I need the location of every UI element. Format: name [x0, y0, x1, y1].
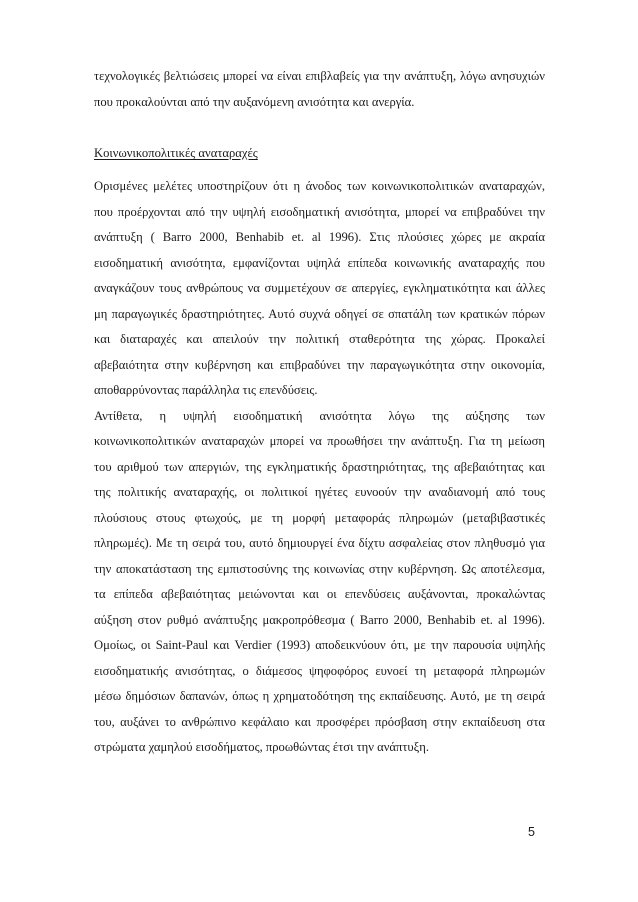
- text-line: τα επίπεδα αβεβαιότητας μειώνονται και οι επενδύσεις αυξάνονται, προκαλώντας: [94, 587, 545, 601]
- text-line: Ομοίως, οι Saint-Paul και Verdier (1993) αποδεικνύουν ότι, με την παρουσία υψηλής: [94, 638, 545, 652]
- text-line: του αριθμού των απεργιών, της εγκληματικής δραστηριότητας, της αβεβαιότητας και: [94, 459, 545, 474]
- text-line: εισοδηματική ανισότητα, εμφανίζονται υψηλά επίπεδα κοινωνικής αναταραχής που: [94, 255, 545, 270]
- text-line: του, αυξάνει το ανθρώπινο κεφάλαιο και προσφέρει πρόσβαση στην εκπαίδευση στα: [94, 714, 545, 729]
- main-paragraph: [94, 174, 545, 761]
- text-line: πληρωμές). Με τη σειρά του, αυτό δημιουργεί ένα δίχτυ ασφαλείας στον πληθυσμό για: [94, 536, 545, 550]
- text-line: αύξηση στον ρυθμό ανάπτυξης μακροπρόθεσμα ( Barro 2000, Benhabib et. al 1996).: [94, 612, 545, 627]
- text-line: τεχνολογικές βελτιώσεις μπορεί να είναι επιβλαβείς για την ανάπτυξη, λόγω ανησυχιών: [94, 69, 545, 83]
- intro-paragraph: [94, 64, 545, 115]
- text-line: της πολιτικής αναταραχής, οι πολιτικοί ηγέτες ευνοούν την αναδιανομή από τους: [94, 485, 545, 499]
- text-line: ανάπτυξη ( Barro 2000, Benhabib et. al 1996). Στις πλούσιες χώρες με ακραία: [94, 230, 545, 244]
- text-line: αβεβαιότητα στην κυβέρνηση και επιβραδύνει την παραγωγικότητα στην οικονομία,: [94, 357, 545, 372]
- text-line: Αντίθετα, η υψηλή εισοδηματική ανισότητα λόγω της αύξησης των: [94, 408, 545, 423]
- text-line: στρώματα χαμηλού εισοδήματος, προωθώντας έτσι την ανάπτυξη.: [94, 740, 429, 754]
- section-heading: Κοινωνικοπολιτικές αναταραχές: [94, 146, 258, 160]
- text-line: και διαταραχές και απειλούν την πολιτική σταθερότητα της χώρας. Προκαλεί: [94, 332, 545, 346]
- text-line: που προκαλούνται από την αυξανόμενη ανισότητα και ανεργία.: [94, 94, 415, 109]
- text-line: που προέρχονται από την υψηλή εισοδηματική ανισότητα, μπορεί να επιβραδύνει την: [94, 204, 545, 219]
- text-line: Ορισμένες μελέτες υποστηρίζουν ότι η άνοδος των κοινωνικοπολιτικών αναταραχών,: [94, 179, 545, 193]
- text-line: αποθαρρύνοντας παράλληλα τις επενδύσεις.: [94, 383, 318, 397]
- page-number: 5: [528, 825, 535, 839]
- text-line: πλούσιους στους φτωχούς, με τη μορφή μεταφοράς πληρωμών (μεταβιβαστικές: [94, 510, 545, 525]
- text-line: την αποκατάσταση της εμπιστοσύνης της κοινωνίας στην κυβέρνηση. Ως αποτέλεσμα,: [94, 561, 545, 576]
- text-line: αναγκάζουν τους ανθρώπους να συμμετέχουν σε απεργίες, εγκληματικότητα και άλλες: [94, 281, 545, 295]
- text-line: εισοδηματικής ανισότητας, ο διάμεσος ψηφοφόρος ευνοεί τη μεταφορά πληρωμών: [94, 663, 545, 678]
- text-line: μέσω δημόσιων δαπανών, όπως η χρηματοδότηση της εκπαίδευσης. Αυτό, με τη σειρά: [94, 689, 545, 703]
- text-line: κοινωνικοπολιτικών αναταραχών μπορεί να προωθήσει την ανάπτυξη. Για τη μείωση: [94, 434, 545, 448]
- text-line: μη παραγωγικές δραστηριότητες. Αυτό συχνά οδηγεί σε σπατάλη των κρατικών πόρων: [94, 306, 545, 321]
